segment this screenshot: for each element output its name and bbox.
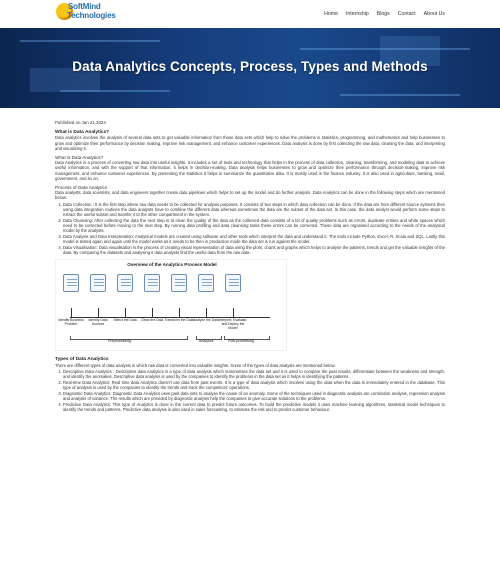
diagram-timeline bbox=[70, 317, 270, 318]
list-item: 3. Diagnostic Data Analytics: Diagnostic Data Analytics uses past data sets to analyse the cause of an anomaly. Some of the techniques used in diagnostic analysis are correlation analysis, regression analysis and analysis of variance. The results which are provided by diagnostic analysis help the companies to give accurate solutions to the problems. bbox=[63, 391, 445, 401]
diagram-tick bbox=[71, 308, 72, 317]
section-paragraph: Data analytics involves the analysis of several data sets to get valuable information from those data sets which help to solve the problems in statistics, programming, and mathematics and help businesses to grow and optimize their performance by decision making, improve risk management, and enhance customer experiences. Data analysis is done by first collecting the raw data, cleaning the data, and interpreting and visualizing it. bbox=[55, 135, 445, 151]
page-title: Data Analytics Concepts, Process, Types and Methods bbox=[72, 59, 428, 74]
diagram-step-label: Select the Data bbox=[113, 318, 137, 323]
list-item: 4. Predictive Data Analytics: This type of Analytics is done in the current data to predict future outcomes. To build the predictive models it uses machine learning algorithms, statistical model techniques to identify the trends and patterns. Predictive data analysis is also used in sales forecasting, to estimate the risk and to predict customer behaviour. bbox=[63, 402, 445, 412]
main-menu bbox=[324, 11, 445, 17]
diagram-step bbox=[58, 274, 84, 327]
diagram-phase-label: Preprocessing bbox=[108, 339, 131, 344]
published-date: Published on Jan 21,2024 bbox=[55, 120, 106, 125]
site-logo[interactable] bbox=[56, 2, 136, 26]
list-item: 1. Descriptive Data Analytics : Descriptive data Analytics is a type of data analysis which summarises the data set and it is used to compare the past results, differentiate between the weakness and strength, and identify the anomalies. Descriptive data analysis is used by the companies to identify the problems in the data set as it helps in identifying the patterns. bbox=[63, 369, 445, 379]
analytics-types-list bbox=[63, 369, 445, 412]
diagram-title: Overview of the Analytics Process Model bbox=[127, 262, 217, 268]
chart-icon bbox=[198, 274, 214, 292]
nav-contact-link[interactable]: Contact bbox=[397, 11, 416, 17]
section-paragraph: There are different types of data analysis in which raw data is converted into valuable insights. Some of the types of data analysis are mentioned below: bbox=[55, 362, 336, 368]
diagram-tick bbox=[98, 308, 99, 317]
list-item: 1. Data Collection : It is the first step where raw data needs to be collected for analysis purposes. It consists of two steps in which data collection can be done. If the data are from different source systems then using data integration routines the data analysts have to combine the different data whereas sometimes the data are the subset of the data set. In this case, the data analyst would perform some steps to extract the useful subset and transfer it to the other compartment in the system. bbox=[63, 202, 445, 218]
diagram-step-label: Interpret, Evaluate, and Deploy the Model bbox=[218, 318, 248, 331]
list-item: 2. Real-time Data Analytics: Real time data Analytics doesn't use data from past events. It is a type of data analysis which involves using the data when the data is immediately entered in the database. This type of analysis is used by the companies to identify the trends and track the competitors' operations. bbox=[63, 380, 445, 390]
diagram-tick bbox=[233, 308, 234, 317]
diagram-tick bbox=[152, 308, 153, 317]
report-icon bbox=[225, 274, 241, 292]
database-icon bbox=[90, 274, 106, 292]
section-paragraph: Data Analytics is a process of converting raw data into useful insights. It includes a set of tools and technology that helps in the process of data collection, cleaning, transforming, and modeling data to achieve useful information, and with the support of that information, it helps in decision-making. Data analysis helps businesses to grow and optimize their performance through decision-making, improve risk management, and enhance customer experiences. By presenting the statistics it helps in summarize the quantitative data. It is mostly used in the finance industry. It is also used in agriculture, banking, retail, government, and so on. bbox=[55, 160, 445, 181]
table-icon bbox=[144, 274, 160, 292]
diagram-step-label: Identify Data Sources bbox=[88, 318, 108, 327]
logo-text-line2: Technologies bbox=[67, 11, 116, 20]
table-icon bbox=[117, 274, 133, 292]
diagram-step bbox=[193, 274, 219, 323]
diagram-step-label: Transform the Data bbox=[164, 318, 194, 323]
hero-decor bbox=[340, 94, 460, 96]
nav-about-link[interactable]: About Us bbox=[423, 11, 445, 17]
diagram-step bbox=[87, 274, 109, 327]
hero-banner bbox=[0, 28, 500, 108]
article-body bbox=[55, 120, 445, 416]
section-heading: What is Data Analytics? bbox=[55, 130, 110, 136]
diagram-step bbox=[140, 274, 164, 323]
list-item: 4. Data Visualisation: Data visualisation is the process of creating visual representation of data using the plots, charts and graphs which helps to analyse the patterns, trends and get the valuable insights of the data. By comparing the datasets and analysing it data analysts find the useful data from the raw data. bbox=[63, 245, 445, 255]
diagram-step-label: Identify Business Problem bbox=[58, 318, 84, 327]
nav-blogs-link[interactable]: Blogs bbox=[376, 11, 390, 17]
list-item: 2. Data Cleansing: After collecting the data the next step is to clean the quality of the data as the collected data consists of a lot of quality problems such as errors, duplicate entries and white spaces which need to be corrected before moving to the next step. By running data profiling and data cleansing tasks these errors can be corrected. These data are organised according to the needs of the analytical model by the analysts. bbox=[63, 218, 445, 234]
diagram-step bbox=[218, 274, 248, 331]
diagram-phase-label: Analytics bbox=[199, 339, 214, 344]
nav-internship-link[interactable]: Internship bbox=[345, 11, 369, 17]
nav-home-link[interactable]: Home bbox=[324, 11, 338, 17]
diagram-step-label: Analyze the Data bbox=[193, 318, 219, 323]
logo-text-line1: SoftMind bbox=[68, 2, 101, 11]
diagram-step bbox=[164, 274, 194, 323]
analytics-process-diagram bbox=[55, 259, 287, 351]
diagram-step bbox=[113, 274, 137, 323]
table-icon bbox=[171, 274, 187, 292]
list-item: 3. Data Analysis and Data Interpretation: Analytical models are created using software and other tools which interpret the data and understand it. The tools include Python, Excel, R, Scala and SQL. Lastly this model is tested again and again until the model works as it needs to be then in production mode the data set is run against the model. bbox=[63, 234, 445, 244]
diagram-tick bbox=[179, 308, 180, 317]
diagram-step-label: Clean the Data bbox=[140, 318, 164, 323]
section-heading: What is Data Analytics? bbox=[55, 155, 104, 161]
process-steps-list bbox=[63, 202, 445, 256]
document-icon bbox=[63, 274, 79, 292]
section-heading: Process of Data Analytics bbox=[55, 185, 108, 191]
hero-decor bbox=[20, 40, 160, 42]
diagram-phase-label: Post-processing bbox=[228, 339, 254, 344]
top-nav bbox=[0, 0, 500, 28]
section-paragraph: Data analysts, data scientists, and data engineers together create data pipelines which helps to set up the model and do further analysis. Data Analytics can be done in the following steps which are mentioned below: bbox=[55, 190, 445, 201]
diagram-tick bbox=[206, 308, 207, 317]
diagram-tick bbox=[125, 308, 126, 317]
section-heading: Types of Data Analytics bbox=[55, 357, 109, 363]
